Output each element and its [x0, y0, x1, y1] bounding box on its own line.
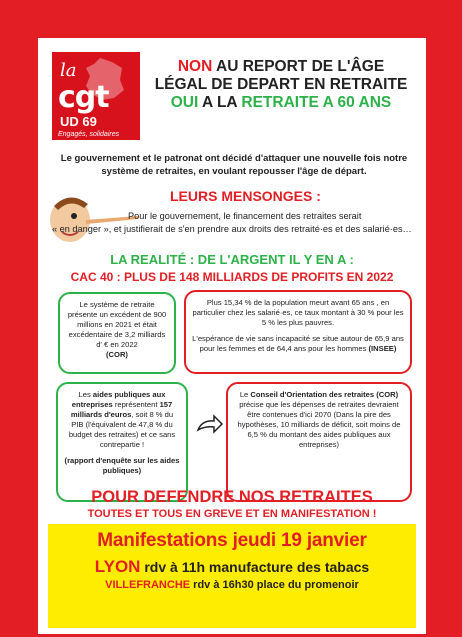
cor-post: précise que les dépenses de retraites devraient être contenues d'ici 2070 (Dans la pire des hypothèses, 10 milliards de déficit, soit moins de 6,5 % du montant des aides publiques aux entreprises) — [237, 400, 401, 449]
aides-post: , soit 8 % du PIB (l'équivalent de 47,8 % du budget des retraites) et ce sans contrepartie ! — [68, 410, 176, 449]
cac-title: CAC 40 : PLUS DE 148 MILLIARDS DE PROFITS EN 2022 — [70, 270, 394, 284]
headline-non: NON — [177, 58, 213, 75]
defendre-title: POUR DEFENDRE NOS RETRAITES — [91, 488, 373, 506]
manif-lyon — [48, 557, 416, 577]
excedent-box — [58, 292, 176, 374]
defendre-subtitle: TOUTES ET TOUS EN GREVE ET EN MANIFESTATION ! — [87, 508, 377, 520]
manif-ville-rdv: rdv à 16h30 place du promenoir — [190, 579, 359, 591]
curved-arrow-right-icon — [196, 414, 224, 436]
headline — [144, 58, 418, 112]
realite-title: LA REALITÉ : DE L'ARGENT IL Y EN A : — [110, 252, 354, 267]
headline-line2: LÉGAL DE DEPART EN RETRAITE — [154, 76, 408, 93]
headline-line3-mid: A LA — [198, 94, 242, 111]
manif-lyon-city: LYON — [94, 557, 141, 576]
aides-mid: représentent — [112, 400, 160, 409]
manif-title: Manifestations jeudi 19 janvier — [97, 530, 367, 551]
manif-villefranche — [48, 579, 416, 591]
intro-text: Le gouvernement et le patronat ont décidé d'attaquer une nouvelle fois notre système de retraites, en voulant repousser l'âge de départ. — [60, 153, 408, 177]
headline-retraite-60: RETRAITE A 60 ANS — [241, 94, 392, 111]
aides-pre: Les — [78, 390, 93, 399]
manif-lyon-rdv: rdv à 11h manufacture des tabacs — [140, 559, 370, 575]
cor-pre: Le — [239, 390, 251, 399]
mensonges-line1: Pour le gouvernement, le financement des retraites serait — [128, 211, 362, 221]
excedent-source: (COR) — [106, 350, 128, 359]
esperance-source: (INSEE) — [368, 344, 397, 353]
esperance-p1: Plus 15,34 % de la population meurt avant 65 ans , en particulier chez les salarié·es, ce taux montant à 30 % pour les 5 % les plus pauvres. — [192, 298, 404, 327]
aides-source: (rapport d'enquête sur les aides publiques) — [64, 456, 180, 475]
cgt-logo — [52, 52, 140, 140]
mensonges-line2: « en danger », et justifierait de s'en prendre aux droits des retraité·es et des salarié·es… — [52, 224, 412, 234]
mensonges-body — [52, 210, 422, 236]
logo-la: la — [60, 60, 77, 81]
manifestation-band — [48, 524, 416, 628]
cor-bold1: Conseil d'Orientation des retraites (COR) — [250, 390, 399, 399]
esperance-p2: L'espérance de vie sans incapacité se situe autour de 65,9 ans pour les femmes et de 64,4 ans pour les hommes — [192, 334, 404, 353]
aides-box — [56, 382, 188, 502]
headline-oui: OUI — [170, 94, 199, 111]
logo-tagline: Engagés, solidaires — [58, 131, 120, 138]
manif-ville-city: VILLEFRANCHE — [105, 579, 191, 591]
cor-box — [226, 382, 412, 502]
mensonges-title: LEURS MENSONGES : — [170, 188, 321, 204]
esperance-box — [184, 290, 412, 374]
logo-cgt: cgt — [58, 80, 109, 115]
headline-line1: AU REPORT DE L'ÂGE — [212, 58, 385, 75]
aides-bold1: aides publiques aux entreprises — [71, 390, 166, 409]
aides-bold2: 157 milliards d'euros — [70, 400, 173, 419]
excedent-text: Le système de retraite présente un excédent de 900 millions en 2021 et était excédentaire de 3,2 milliards d' € en 2022 — [67, 300, 167, 349]
flyer — [38, 38, 426, 634]
logo-ud: UD 69 — [60, 114, 97, 129]
